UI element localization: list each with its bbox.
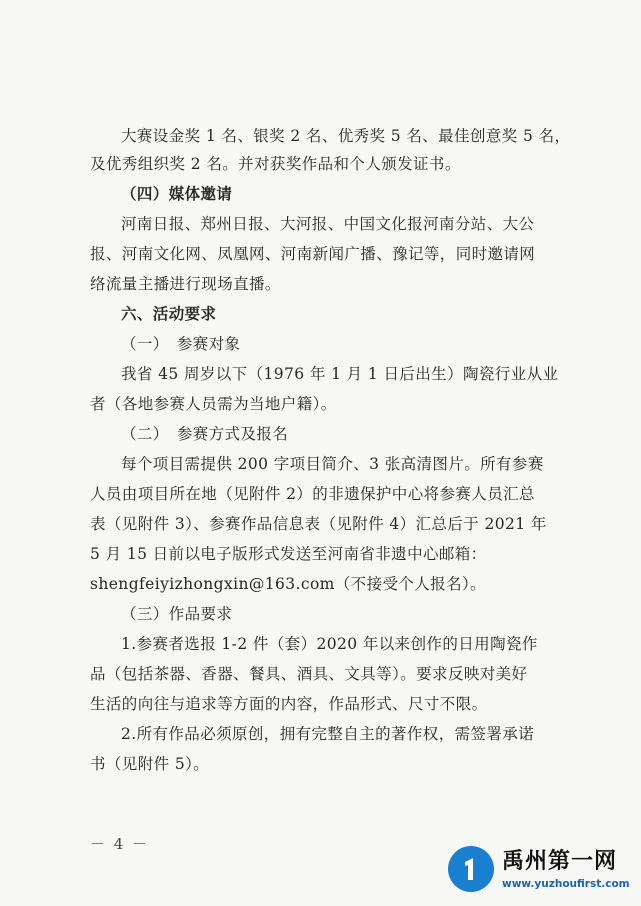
watermark-logo-icon [448, 846, 494, 892]
text-line-registration-3: 表（见附件 3）、参赛作品信息表（见附件 4）汇总后于 2021 年 [90, 515, 547, 533]
text-line-registration-1: 每个项目需提供 200 字项目简介、3 张高清图片。所有参赛 [121, 455, 544, 473]
text-line-works-1: 1.参赛者选报 1-2 件（套）2020 年以来创作的日用陶瓷作 [121, 635, 538, 653]
watermark-title: 禹州第一网 [502, 849, 618, 874]
subheading-participants: （一） 参赛对象 [121, 335, 241, 353]
subheading-work-requirements: （三）作品要求 [121, 605, 233, 623]
text-line-registration-4: 5 月 15 日前以电子版形式发送至河南省非遗中心邮箱： [90, 545, 487, 563]
text-line-email: shengfeiyizhongxin@163.com（不接受个人报名）。 [90, 575, 487, 593]
text-line-works-5: 书（见附件 5）。 [90, 755, 210, 773]
text-line-media-3: 络流量主播进行现场直播。 [90, 275, 281, 293]
watermark-logo [448, 842, 636, 898]
text-line-works-4: 2.所有作品必须原创，拥有完整自主的著作权，需签署承诺 [121, 725, 535, 743]
text-line-media-2: 报、河南文化网、凤凰网、河南新闻广播、豫记等，同时邀请网 [90, 245, 536, 263]
page-number: － 4 － [90, 835, 150, 853]
text-line-works-2: 品（包括茶器、香器、餐具、酒具、文具等）。要求反映对美好 [90, 665, 528, 683]
section-heading-requirements: 六、活动要求 [121, 305, 217, 323]
watermark-url: www.yuzhoufirst.com [502, 878, 630, 890]
text-line-award-1: 大赛设金奖 1 名、银奖 2 名、优秀奖 5 名、最佳创意奖 5 名， [121, 127, 571, 145]
text-line-works-3: 生活的向往与追求等方面的内容，作品形式、尺寸不限。 [90, 695, 488, 713]
text-line-award-2: 及优秀组织奖 2 名。并对获奖作品和个人颁发证书。 [90, 155, 461, 173]
text-line-participants-2: 者（各地参赛人员需为当地户籍）。 [90, 395, 337, 413]
text-line-media-1: 河南日报、郑州日报、大河报、中国文化报河南分站、大公 [121, 215, 535, 233]
text-line-participants-1: 我省 45 周岁以下（1976 年 1 月 1 日后出生）陶瓷行业从业 [121, 365, 559, 383]
subheading-registration: （二） 参赛方式及报名 [121, 425, 289, 443]
text-line-registration-2: 人员由项目所在地（见附件 2）的非遗保护中心将参赛人员汇总 [90, 485, 535, 503]
section-heading-media: （四）媒体邀请 [121, 185, 233, 203]
